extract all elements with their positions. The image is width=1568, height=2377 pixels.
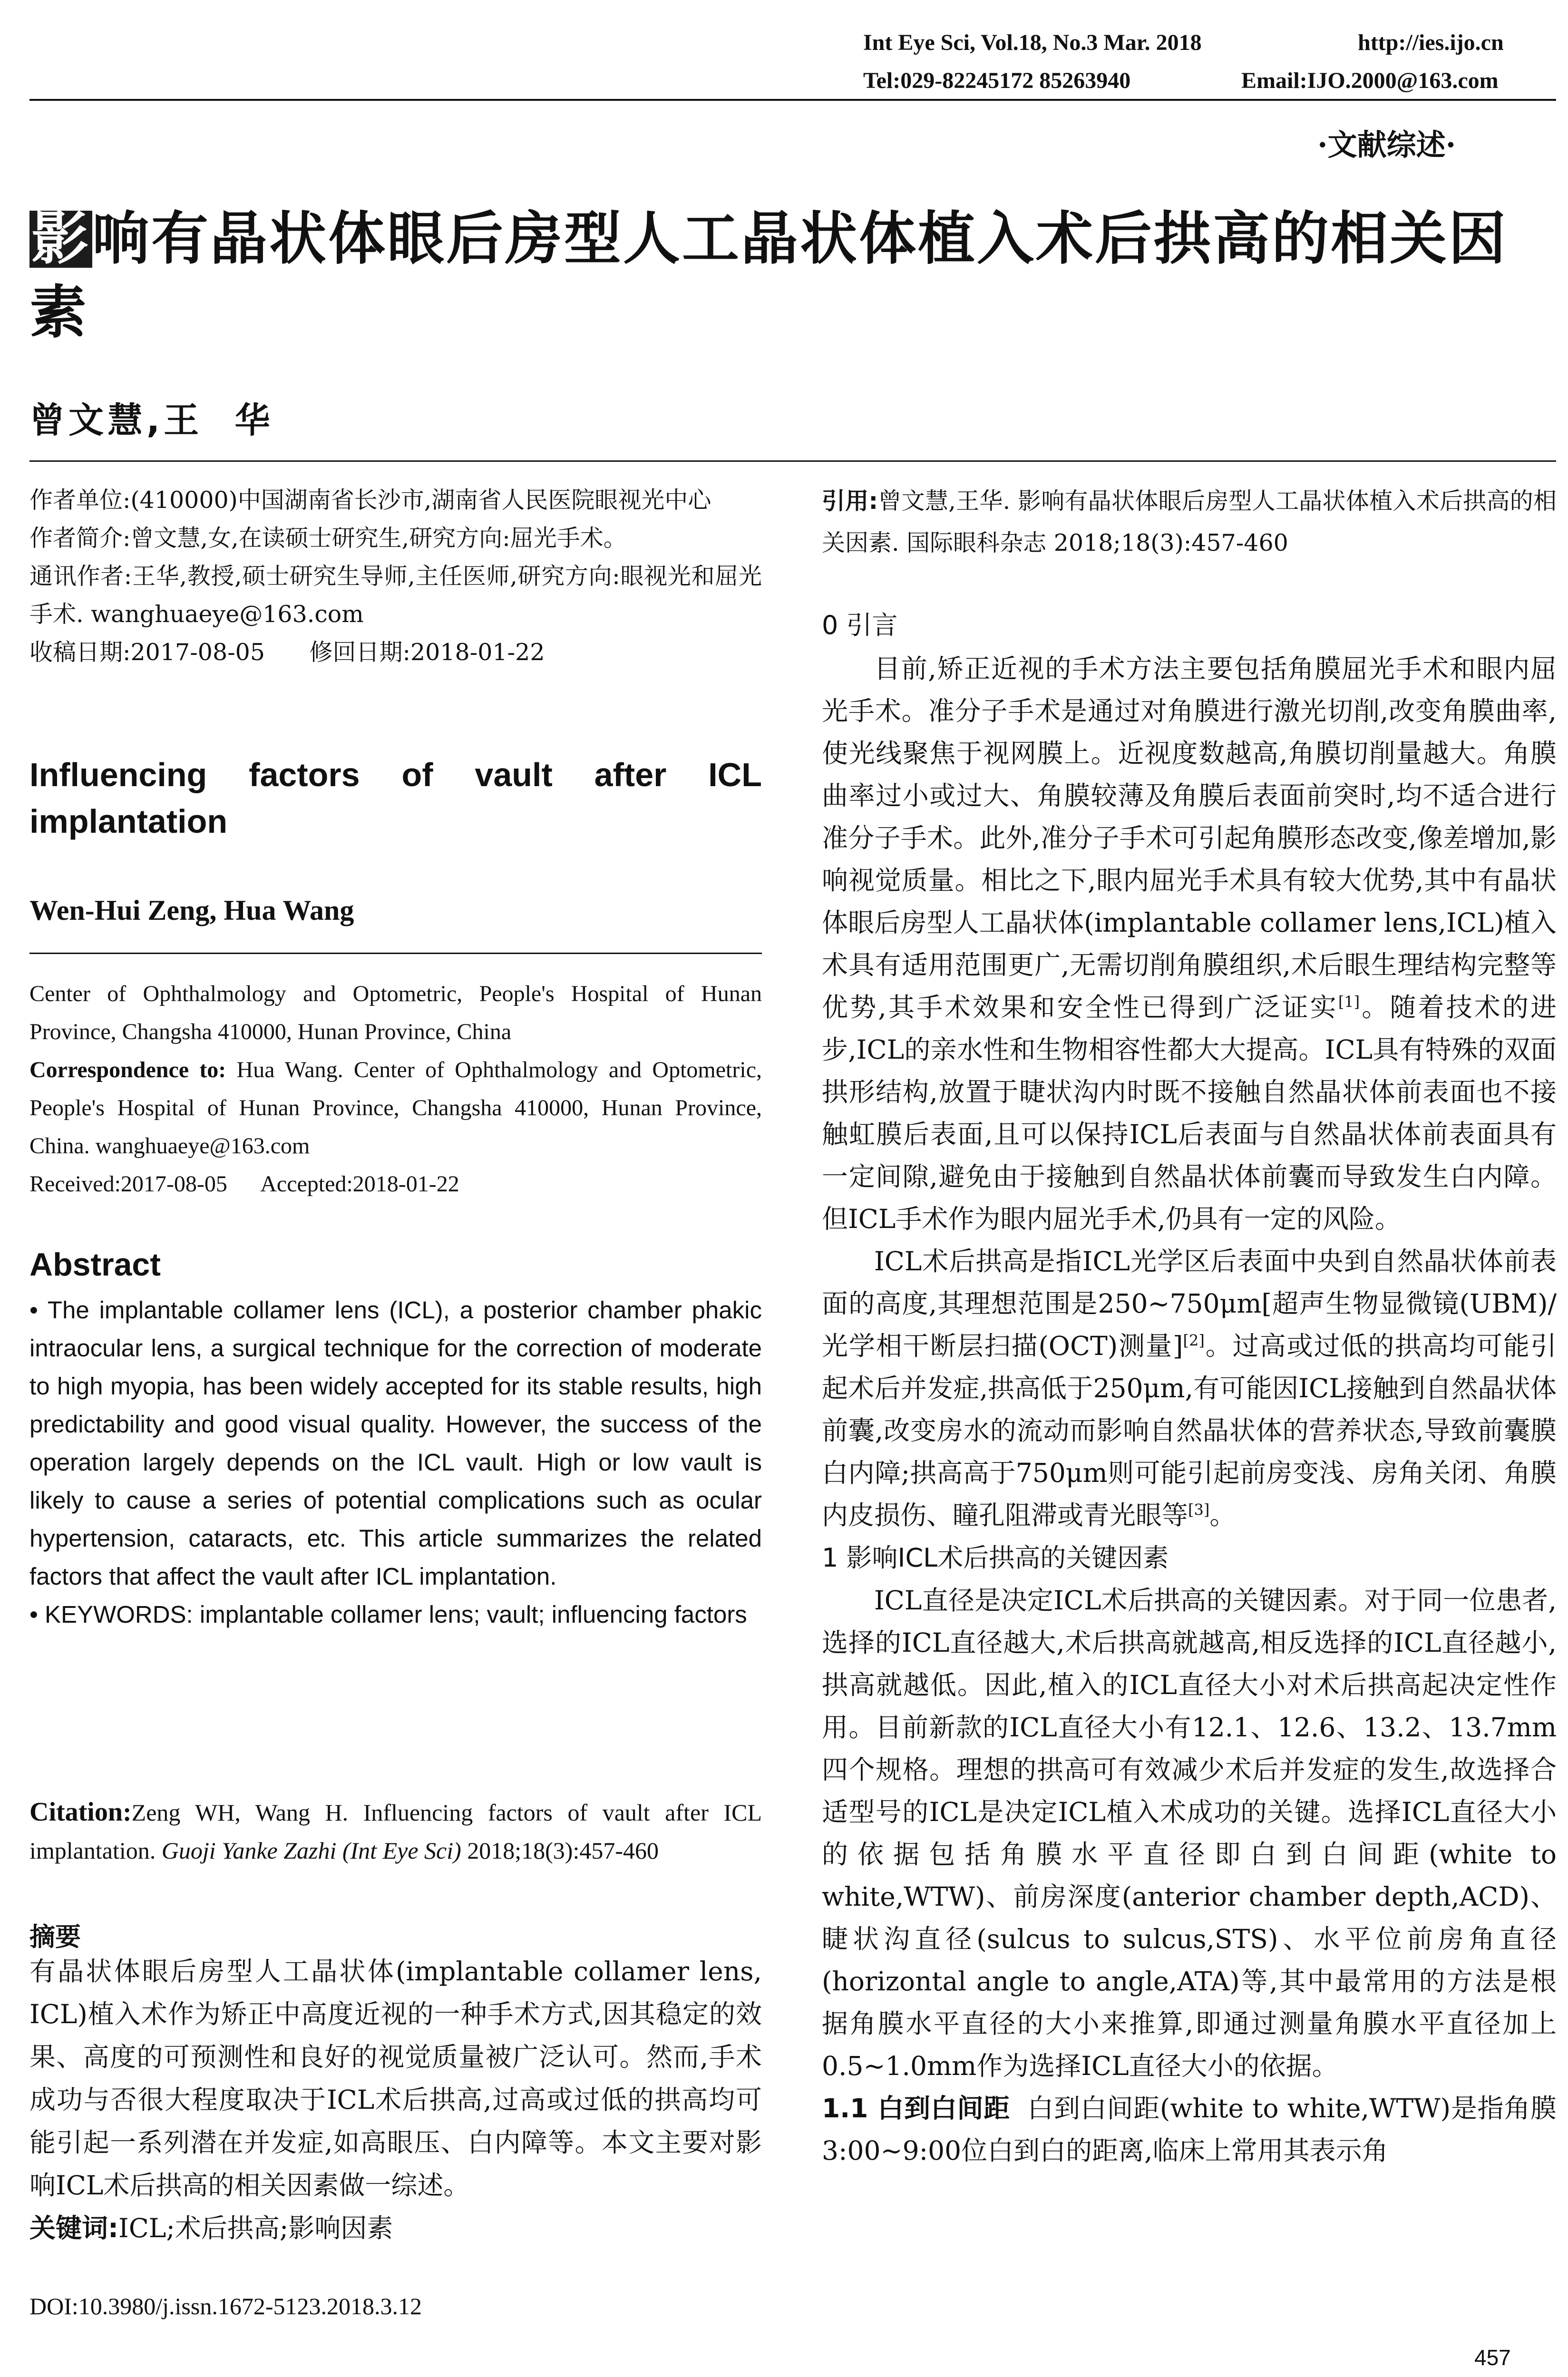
section-1-paragraph-1: ICL直径是决定ICL术后拱高的关键因素。对于同一位患者,选择的ICL直径越大,术后拱高就越高,相反选择的ICL直径越小,拱高就越低。因此,植入的ICL直径大小对术后拱高起决定性作用。目前新款的ICL直径大小有12.1、12.6、13.2、13.7mm四个规格。理想的拱高可有效减少术后并发症的发生,故选择合适型号的ICL是决定ICL植入术成功的关键。选择ICL直径大小的依据包括角膜水平直径即白到白间距(white to white,WTW)、前房深度(anterior chamber depth,ACD)、睫状沟直径(sulcus to sulcus,STS)、水平位前房角直径(horizontal angle to angle,ATA)等,其中最常用的方法是根据角膜水平直径的大小来推算,即通过测量角膜水平直径加上0.5~1.0mm作为选择ICL直径大小的依据。 <box>822 1585 1557 2081</box>
paragraph-1-text-b: 。随着技术的进步,ICL的亲水性和生物相容性都大大提高。ICL具有特殊的双面拱形结构,放置于睫状沟内时既不接触自然晶状体前表面也不接触虹膜后表面,且可以保持ICL后表面与自然晶状体前表面具有一定间隙,避免由于接触到自然晶状体前囊而导致发生白内障。但ICL手术作为眼内屈光手术,仍具有一定的风险。 <box>822 992 1557 1234</box>
citation-cn <box>822 480 1557 564</box>
affiliation-en <box>29 975 762 1203</box>
affiliation-cn: 作者单位:(410000)中国湖南省长沙市,湖南省人民医院眼视光中心 <box>29 487 711 514</box>
reference-1: [1] <box>1338 993 1360 1011</box>
correspondence-cn: 通讯作者:王华,教授,硕士研究生导师,主任医师,研究方向:眼视光和屈光手术. wanghuaeye@163.com <box>29 563 762 628</box>
paragraph-2-text-b: 。过高或过低的拱高均可能引起术后并发症,拱高低于250μm,有可能因ICL接触到自然晶状体前囊,改变房水的流动而影响自然晶状体的营养状态,导致前囊膜白内障;拱高高于750μm则可能引起前房变浅、房角关闭、角膜内皮损伤、瞳孔阻滞或青光眼等 <box>822 1331 1557 1530</box>
subsection-1-1-heading: 1.1 白到白间距 <box>822 2093 1010 2124</box>
article-title-cn <box>29 202 1561 350</box>
affiliation-en-text: Center of Ophthalmology and Optometric, People's Hospital of Hunan Province, Changsha 410000, Hunan Province, China <box>29 981 762 1044</box>
article-category: ·文献综述· <box>1317 127 1456 162</box>
journal-tel: Tel:029-82245172 85263940 <box>863 68 1131 93</box>
subsection-1-1-text: 白到白间距(white to white,WTW)是指角膜3:00~9:00位白到白的距离,临床上常用其表示角 <box>822 2093 1557 2166</box>
keywords-cn: ICL;术后拱高;影响因素 <box>118 2213 393 2243</box>
citation-en-label: Citation: <box>29 1797 132 1827</box>
dates-en: Received:2017-08-05 Accepted:2018-01-22 <box>29 1171 459 1197</box>
header-rule <box>29 99 1556 101</box>
section-0-paragraph-2 <box>822 1240 1557 1537</box>
reference-3: [3] <box>1188 1500 1210 1519</box>
citation-en-ref: 2018;18(3):457-460 <box>467 1837 659 1864</box>
citation-en <box>29 1793 762 1870</box>
authors-en-rule <box>29 953 762 954</box>
section-0-body <box>822 648 1557 2172</box>
page-number: 457 <box>1474 2345 1511 2370</box>
section-1-1-paragraph <box>822 2087 1557 2172</box>
paragraph-1-text-a: 目前,矫正近视的手术方法主要包括角膜屈光手术和眼内屈光手术。准分子手术是通过对角膜进行激光切削,改变角膜曲率,使光线聚焦于视网膜上。近视度数越高,角膜切削量越大。角膜曲率过小或过大、角膜较薄及角膜后表面前突时,均不适合进行准分子手术。此外,准分子手术可引起角膜形态改变,像差增加,影响视觉质量。相比之下,眼内屈光手术具有较大优势,其中有晶状体眼后房型人工晶状体(implantable collamer lens,ICL)植入术具有适用范围更广,无需切削角膜组织,术后眼生理结构完整等优势,其手术效果和安全性已得到广泛证实 <box>822 653 1557 1023</box>
author-info-cn <box>29 481 762 672</box>
reference-2: [2] <box>1183 1331 1205 1350</box>
correspondence-en-label: Correspondence to: <box>29 1057 226 1082</box>
authors-cn: 曾文慧,王 华 <box>29 400 274 441</box>
abstract-cn-heading: 摘要 <box>29 1922 81 1952</box>
authors-rule <box>29 460 1556 462</box>
abstract-en-body: • The implantable collamer lens (ICL), a posterior chamber phakic intraocular lens, a surgical technique for the correction of moderate to high myopia, has been widely accepted for its stable results, high predictability and good visual quality. However, the success of the operation largely depends on the ICL vault. High or low vault is likely to cause a series of potential complications such as ocular hypertension, cataracts, etc. This article summarizes the related factors that affect the vault after ICL implantation. <box>29 1296 762 1590</box>
journal-url: http://ies.ijo.cn <box>1358 30 1504 55</box>
journal-email: Email:IJO.2000@163.com <box>1241 68 1499 93</box>
correspondence-en-text: Hua Wang. Center of Ophthalmology and Optometric, People's Hospital of Hunan Province, Changsha 410000, Hunan Province, China. wanghuaeye@163.com <box>29 1057 762 1159</box>
dates-cn: 收稿日期:2017-08-05 修回日期:2018-01-22 <box>29 639 545 666</box>
paragraph-2-text-c: 。 <box>1209 1500 1236 1530</box>
abstract-cn-body: 有晶状体眼后房型人工晶状体(implantable collamer lens, ICL)植入术作为矫正中高度近视的一种手术方式,因其稳定的效果、高度的可预测性和良好的视觉质量被广泛认可。然而,手术成功与否很大程度取决于ICL术后拱高,过高或过低的拱高均可能引起一系列潜在并发症,如高眼压、白内障等。本文主要对影响ICL术后拱高的相关因素做一综述。 <box>29 1956 762 2201</box>
section-0-heading: 0 引言 <box>822 610 898 640</box>
section-0-paragraph-1 <box>822 648 1557 1240</box>
authors-en: Wen-Hui Zeng, Hua Wang <box>29 895 354 926</box>
title-drop-cap: 影 <box>29 211 92 268</box>
citation-en-text: Zeng WH, Wang H. Influencing factors of vault after ICL implantation. <box>29 1799 762 1864</box>
article-title-en: Influencing factors of vault after ICL implantation <box>29 756 762 840</box>
section-1-heading: 1 影响ICL术后拱高的关键因素 <box>822 1543 1169 1573</box>
abstract-en <box>29 1291 762 1634</box>
keywords-en: • KEYWORDS: implantable collamer lens; vault; influencing factors <box>29 1601 747 1628</box>
citation-cn-label: 引用: <box>822 487 878 515</box>
citation-en-journal: Guoji Yanke Zazhi (Int Eye Sci) <box>161 1837 461 1864</box>
author-bio-cn: 作者简介:曾文慧,女,在读硕士研究生,研究方向:屈光手术。 <box>29 525 627 552</box>
title-cn-text: 响有晶状体眼后房型人工晶状体植入术后拱高的相关因素 <box>29 206 1508 346</box>
paragraph-2-text-a: ICL术后拱高是指ICL光学区后表面中央到自然晶状体前表面的高度,其理想范围是250~750μm[超声生物显微镜(UBM)/光学相干断层扫描(OCT)测量] <box>822 1246 1557 1361</box>
abstract-cn <box>29 1950 762 2250</box>
journal-issue: Int Eye Sci, Vol.18, No.3 Mar. 2018 <box>863 30 1202 55</box>
citation-cn-text: 曾文慧,王华. 影响有晶状体眼后房型人工晶状体植入术后拱高的相关因素. 国际眼科杂志 2018;18(3):457-460 <box>822 487 1557 556</box>
keywords-cn-label: 关键词: <box>29 2213 118 2243</box>
abstract-en-heading: Abstract <box>29 1247 161 1283</box>
doi: DOI:10.3980/j.issn.1672-5123.2018.3.12 <box>29 2293 422 2319</box>
